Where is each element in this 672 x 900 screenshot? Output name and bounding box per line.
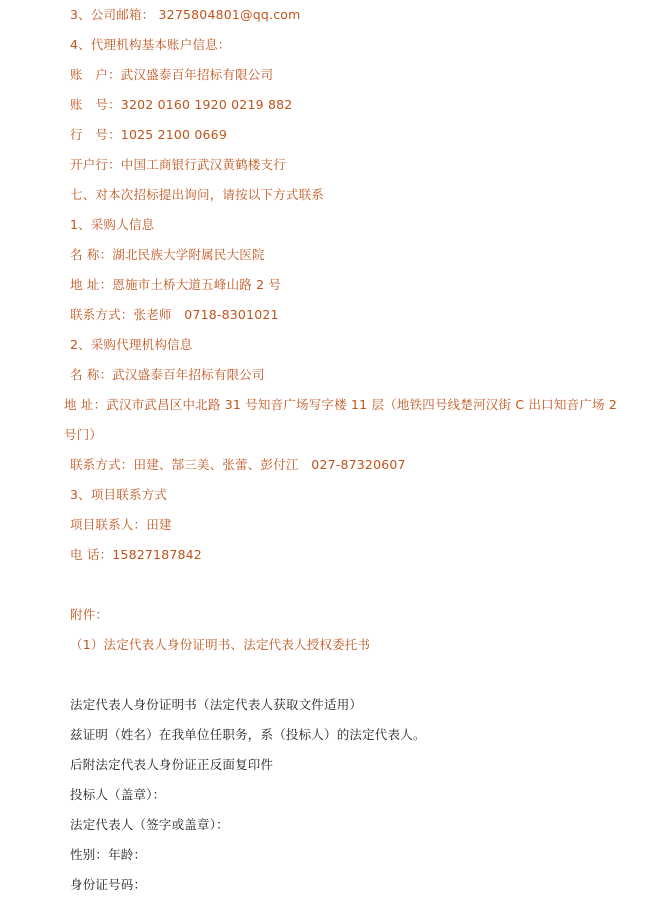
purchaser-contact: 联系方式：张老师 0718-8301021: [70, 307, 279, 322]
section-7-heading: 七、对本次招标提出询问，请按以下方式联系: [70, 187, 325, 202]
certificate-statement: 兹证明（姓名）在我单位任职务，系（投标人）的法定代表人。: [70, 727, 426, 742]
agency-account-heading: 4、代理机构基本账户信息：: [70, 37, 231, 52]
id-copy-note: 后附法定代表人身份证正反面复印件: [70, 757, 274, 772]
purchaser-info-heading: 1、采购人信息: [70, 217, 155, 232]
agency-contact: 联系方式：田建、郜三美、张蕾、彭付江 027-87320607: [70, 457, 406, 472]
purchaser-name: 名 称：湖北民族大学附属民大医院: [70, 247, 265, 262]
agency-info-heading: 2、采购代理机构信息: [70, 337, 193, 352]
purchaser-address: 地 址：恩施市土桥大道五峰山路 2 号: [70, 277, 282, 292]
legal-rep-certificate-title: 法定代表人身份证明书（法定代表人获取文件适用）: [70, 697, 363, 712]
project-phone: 电 话：15827187842: [70, 547, 202, 562]
legal-rep-signature-field: 法定代表人（签字或盖章）：: [70, 817, 229, 832]
project-contact-person: 项目联系人：田建: [70, 517, 172, 532]
bidder-seal-field: 投标人（盖章）：: [70, 787, 166, 802]
attachments-heading: 附件：: [70, 607, 109, 622]
account-name: 账 户：武汉盛泰百年招标有限公司: [70, 67, 274, 82]
agency-address: 地 址：武汉市武昌区中北路 31 号知音广场写字楼 11 层（地铁四号线楚河汉街 C 出口知音广场 2 号门）: [64, 397, 617, 442]
id-number-field: 身份证号码：: [70, 877, 147, 892]
bank-code: 行 号：1025 2100 0669: [70, 127, 227, 142]
attachment-item-1: （1）法定代表人身份证明书、法定代表人授权委托书: [70, 637, 371, 652]
company-email: 3、公司邮箱： 3275804801@qq.com: [70, 7, 301, 22]
bank-branch: 开户行：中国工商银行武汉黄鹤楼支行: [70, 157, 286, 172]
account-number: 账 号：3202 0160 1920 0219 882: [70, 97, 293, 112]
project-contact-heading: 3、项目联系方式: [70, 487, 168, 502]
gender-age-field: 性别：年龄：: [70, 847, 147, 862]
agency-name: 名 称：武汉盛泰百年招标有限公司: [70, 367, 265, 382]
